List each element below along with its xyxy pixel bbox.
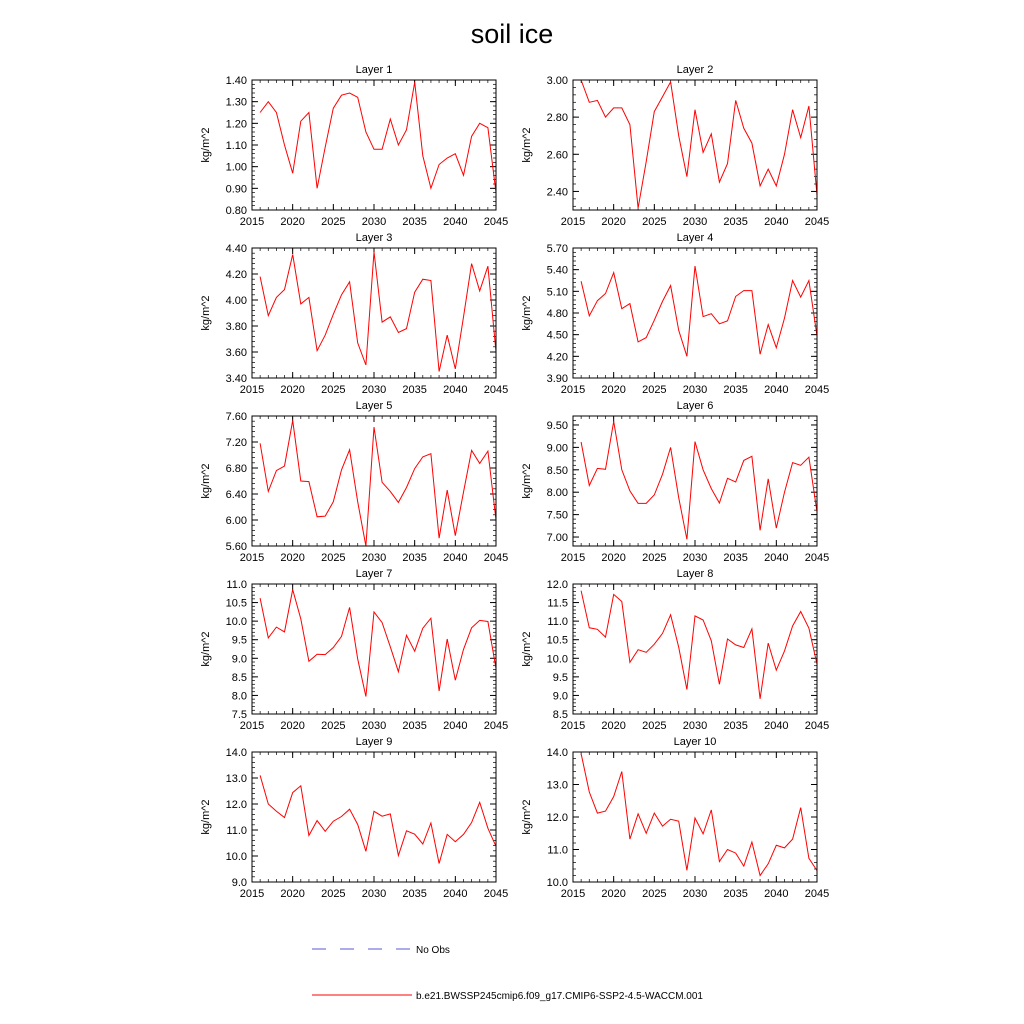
x-tick-label: 2025	[321, 888, 346, 900]
x-tick-label: 2025	[642, 216, 667, 228]
x-tick-label: 2035	[723, 888, 748, 900]
y-tick-label: 8.0	[231, 690, 247, 703]
legend	[312, 945, 703, 1002]
x-tick-label: 2040	[443, 552, 468, 564]
panel-title: Layer 9	[355, 736, 393, 748]
panels	[200, 64, 829, 900]
panel-title: Layer 7	[355, 568, 393, 580]
x-tick-label: 2035	[723, 384, 748, 396]
x-tick-label: 2035	[402, 552, 427, 564]
x-tick-label: 2040	[764, 888, 789, 900]
y-tick-label: 10.5	[546, 634, 568, 647]
y-tick-label: 7.00	[546, 532, 568, 545]
y-tick-label: 8.5	[231, 671, 247, 684]
y-axis-label: kg/m^2	[200, 295, 212, 331]
x-tick-label: 2025	[321, 216, 346, 228]
y-axis-label: kg/m^2	[200, 463, 212, 499]
x-tick-label: 2045	[483, 552, 509, 564]
y-axis-label: kg/m^2	[521, 799, 533, 835]
y-tick-label: 6.00	[225, 515, 247, 527]
x-tick-label: 2030	[361, 216, 387, 228]
x-tick-label: 2045	[804, 552, 830, 564]
y-tick-label: 12.0	[225, 799, 247, 811]
y-tick-label: 2.80	[546, 112, 568, 125]
y-tick-label: 1.10	[225, 140, 247, 152]
y-tick-label: 9.50	[546, 419, 568, 432]
y-axis-label: kg/m^2	[521, 463, 533, 499]
y-tick-label: 6.80	[225, 463, 247, 475]
y-tick-label: 9.5	[231, 634, 247, 647]
x-tick-label: 2025	[642, 384, 667, 396]
panel-layer-4	[521, 232, 829, 396]
x-tick-label: 2040	[764, 384, 789, 396]
x-tick-label: 2045	[483, 888, 509, 900]
x-tick-label: 2035	[402, 720, 427, 732]
panel-title: Layer 10	[673, 736, 717, 748]
y-tick-label: 7.20	[225, 437, 247, 449]
y-tick-label: 5.60	[225, 541, 247, 553]
x-tick-label: 2020	[280, 552, 305, 564]
series-line	[260, 82, 496, 193]
y-tick-label: 3.40	[225, 373, 247, 385]
x-tick-label: 2030	[361, 720, 387, 732]
panel-layer-2	[521, 64, 829, 228]
y-tick-label: 9.0	[231, 877, 247, 889]
x-tick-label: 2045	[483, 384, 509, 396]
plot-frame	[573, 80, 817, 210]
panel-layer-6	[521, 400, 829, 564]
plot-frame	[573, 416, 817, 546]
y-tick-label: 4.50	[546, 329, 568, 342]
y-tick-label: 11.0	[547, 616, 568, 629]
x-tick-label: 2030	[682, 552, 708, 564]
panel-title: Layer 6	[676, 400, 714, 412]
panel-title: Layer 1	[355, 64, 393, 76]
y-tick-label: 3.90	[546, 373, 568, 385]
x-tick-label: 2015	[560, 384, 586, 396]
y-tick-label: 5.10	[546, 286, 568, 299]
y-tick-label: 8.00	[546, 487, 568, 500]
plot-frame	[252, 752, 496, 882]
x-tick-label: 2020	[601, 216, 626, 228]
x-tick-label: 2025	[642, 720, 667, 732]
x-tick-label: 2015	[560, 720, 586, 732]
y-tick-label: 1.40	[225, 75, 247, 87]
y-tick-label: 11.5	[547, 597, 568, 610]
y-axis-label: kg/m^2	[200, 631, 212, 667]
y-axis-label: kg/m^2	[521, 127, 533, 163]
x-tick-label: 2030	[361, 384, 387, 396]
panel-layer-10	[521, 736, 829, 900]
y-tick-label: 10.0	[225, 851, 247, 863]
y-tick-label: 0.80	[225, 205, 247, 217]
x-tick-label: 2025	[642, 552, 667, 564]
y-tick-label: 11.0	[226, 825, 247, 837]
y-tick-label: 10.0	[546, 877, 568, 889]
x-tick-label: 2035	[723, 216, 748, 228]
plot-frame	[252, 248, 496, 378]
x-tick-label: 2020	[601, 552, 626, 564]
series-line	[260, 252, 496, 372]
y-tick-label: 3.60	[225, 347, 247, 359]
y-axis-label: kg/m^2	[521, 295, 533, 331]
y-tick-label: 3.00	[546, 75, 568, 87]
x-tick-label: 2025	[321, 720, 346, 732]
x-tick-label: 2045	[804, 216, 830, 228]
y-tick-label: 5.70	[546, 243, 568, 255]
y-tick-label: 12.0	[546, 812, 568, 824]
x-tick-label: 2020	[280, 888, 305, 900]
x-tick-label: 2020	[280, 720, 305, 732]
x-tick-label: 2040	[443, 888, 468, 900]
x-tick-label: 2030	[682, 888, 708, 900]
y-tick-label: 8.5	[552, 709, 568, 721]
y-tick-label: 7.5	[231, 709, 247, 721]
x-tick-label: 2030	[682, 216, 708, 228]
x-tick-label: 2045	[804, 384, 830, 396]
x-tick-label: 2030	[682, 720, 708, 732]
x-tick-label: 2035	[402, 888, 427, 900]
y-tick-label: 11.0	[547, 844, 568, 857]
panel-layer-7	[200, 568, 508, 732]
x-tick-label: 2015	[239, 720, 265, 732]
series-line	[260, 775, 496, 863]
x-tick-label: 2040	[764, 552, 789, 564]
x-tick-label: 2015	[560, 888, 586, 900]
series-line	[581, 266, 817, 356]
y-tick-label: 13.0	[225, 773, 247, 785]
y-tick-label: 7.50	[546, 509, 568, 522]
x-tick-label: 2030	[361, 888, 387, 900]
y-tick-label: 1.00	[225, 161, 247, 174]
y-tick-label: 9.00	[546, 442, 568, 455]
y-tick-label: 2.40	[546, 186, 568, 199]
y-tick-label: 4.00	[225, 295, 247, 307]
figure-title: soil ice	[470, 19, 554, 49]
panel-title: Layer 4	[676, 232, 714, 244]
y-axis-label: kg/m^2	[200, 799, 212, 835]
x-tick-label: 2020	[280, 216, 305, 228]
y-tick-label: 8.50	[546, 464, 568, 477]
x-tick-label: 2040	[764, 720, 789, 732]
x-tick-label: 2020	[601, 720, 626, 732]
y-tick-label: 4.20	[546, 351, 568, 364]
x-tick-label: 2035	[723, 552, 748, 564]
y-axis-label: kg/m^2	[521, 631, 533, 667]
panel-layer-3	[200, 232, 508, 396]
y-tick-label: 5.40	[546, 264, 568, 277]
x-tick-label: 2040	[443, 384, 468, 396]
series-line	[581, 591, 817, 699]
plot-frame	[252, 80, 496, 210]
plot-frame	[252, 416, 496, 546]
x-tick-label: 2045	[804, 720, 830, 732]
x-tick-label: 2045	[483, 720, 509, 732]
y-tick-label: 13.0	[546, 779, 568, 792]
series-line	[260, 421, 496, 547]
x-tick-label: 2040	[764, 216, 789, 228]
x-tick-label: 2015	[239, 888, 265, 900]
x-tick-label: 2020	[601, 888, 626, 900]
y-tick-label: 11.0	[226, 579, 247, 591]
x-tick-label: 2025	[321, 384, 346, 396]
y-tick-label: 12.0	[546, 579, 568, 591]
y-axis-label: kg/m^2	[200, 127, 212, 163]
y-tick-label: 10.5	[225, 597, 247, 610]
y-tick-label: 4.20	[225, 269, 247, 281]
panel-title: Layer 3	[355, 232, 393, 244]
series-line	[260, 590, 496, 697]
y-tick-label: 0.90	[225, 183, 247, 196]
y-tick-label: 10.0	[225, 616, 247, 629]
x-tick-label: 2045	[804, 888, 830, 900]
y-tick-label: 14.0	[546, 747, 568, 759]
x-tick-label: 2020	[601, 384, 626, 396]
x-tick-label: 2040	[443, 216, 468, 228]
x-tick-label: 2015	[239, 384, 265, 396]
panel-layer-8	[521, 568, 829, 732]
legend-label-no-obs: No Obs	[416, 945, 450, 956]
x-tick-label: 2035	[402, 216, 427, 228]
series-line	[581, 754, 817, 876]
x-tick-label: 2025	[642, 888, 667, 900]
y-tick-label: 2.60	[546, 149, 568, 162]
y-tick-label: 3.80	[225, 321, 247, 333]
panel-title: Layer 2	[676, 64, 714, 76]
y-tick-label: 7.60	[225, 411, 247, 423]
x-tick-label: 2045	[483, 216, 509, 228]
y-tick-label: 4.40	[225, 243, 247, 255]
y-tick-label: 6.40	[225, 489, 247, 501]
plot-frame	[573, 584, 817, 714]
y-tick-label: 14.0	[225, 747, 247, 759]
x-tick-label: 2015	[560, 552, 586, 564]
x-tick-label: 2015	[239, 216, 265, 228]
x-tick-label: 2015	[239, 552, 265, 564]
series-line	[581, 421, 817, 539]
panel-title: Layer 8	[676, 568, 714, 580]
y-tick-label: 9.5	[552, 671, 568, 684]
x-tick-label: 2035	[402, 384, 427, 396]
panel-layer-9	[200, 736, 508, 900]
series-line	[581, 80, 817, 208]
x-tick-label: 2030	[361, 552, 387, 564]
x-tick-label: 2015	[560, 216, 586, 228]
x-tick-label: 2020	[280, 384, 305, 396]
x-tick-label: 2035	[723, 720, 748, 732]
x-tick-label: 2040	[443, 720, 468, 732]
y-tick-label: 9.0	[552, 690, 568, 703]
panel-layer-5	[200, 400, 508, 564]
panel-title: Layer 5	[355, 400, 393, 412]
x-tick-label: 2025	[321, 552, 346, 564]
legend-label-model: b.e21.BWSSP245cmip6.f09_g17.CMIP6-SSP2-4.5-WACCM.001	[416, 991, 703, 1002]
plot-frame	[252, 584, 496, 714]
y-tick-label: 10.0	[546, 653, 568, 666]
y-tick-label: 1.20	[225, 118, 247, 131]
y-tick-label: 4.80	[546, 308, 568, 320]
y-tick-label: 9.0	[231, 653, 247, 666]
y-tick-label: 1.30	[225, 96, 247, 109]
x-tick-label: 2030	[682, 384, 708, 396]
panel-layer-1	[200, 64, 508, 228]
